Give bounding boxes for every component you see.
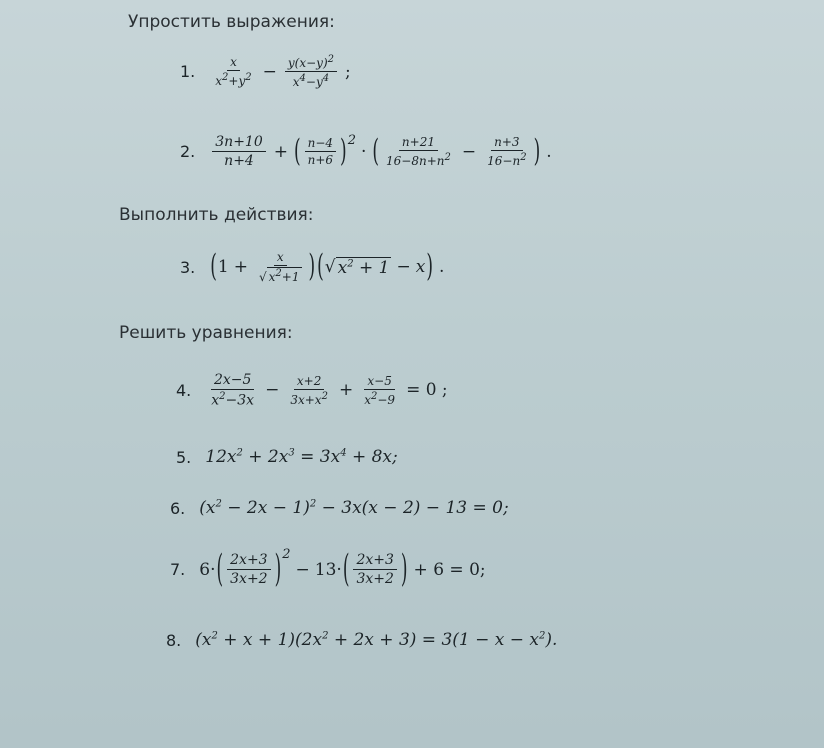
fraction: $\frac{y(x-y)^2}{x^4-y^4}$ bbox=[285, 54, 337, 89]
problem-number: 1. bbox=[180, 62, 196, 81]
problem-number: 7. bbox=[170, 560, 186, 579]
fraction: $\frac{n+21}{16-8n+n^2}$ bbox=[386, 135, 451, 168]
fraction: $\frac{x}{x^2+y^2}$ bbox=[215, 55, 252, 88]
problem-1: 1. $\frac{x}{x^2+y^2}$ − $\frac{y(x-y)^2}{x^4-y^4}$ ; bbox=[180, 54, 351, 89]
heading-solve: Решить уравнения: bbox=[119, 323, 293, 343]
problem-number: 6. bbox=[170, 498, 186, 518]
problem-number: 4. bbox=[176, 380, 192, 400]
problem-number: 3. bbox=[180, 257, 196, 277]
problem-number: 2. bbox=[180, 142, 196, 161]
fraction: $\frac{x+2}{3x+x^2}$ bbox=[290, 373, 328, 407]
problem-number: 5. bbox=[176, 447, 192, 467]
fraction: $\frac{n-4}{n+6}$ bbox=[305, 136, 336, 167]
problem-6: 6. $(x^2 - 2x - 1)^2 - 3x(x - 2) - 13 = 0$; bbox=[170, 498, 509, 518]
fraction: $\frac{2x+3}{3x+2}$ bbox=[353, 552, 396, 587]
problem-8: 8. $(x^2 + x + 1)(2x^2 + 2x + 3) = 3(1 - x - x^2)$. bbox=[166, 630, 558, 650]
problem-number: 8. bbox=[166, 630, 182, 650]
fraction: $\frac{2x+3}{3x+2}$ bbox=[227, 552, 270, 587]
problem-3: 3. ( 1 + $\frac{x}{√ x^2+1}$ ) ( √ $x^2 + 1$ − x ) . bbox=[180, 249, 445, 285]
fraction: $\frac{x-5}{x^2-9}$ bbox=[364, 373, 396, 407]
fraction: $\frac{x}{√ x^2+1}$ bbox=[258, 250, 300, 284]
problem-4: 4. $\frac{2x-5}{x^2-3x}$ − $\frac{x+2}{3x+x^2}$ + $\frac{x-5}{x^2-9}$ = 0 ; bbox=[176, 372, 448, 409]
problem-7: 7. 6· ( $\frac{2x+3}{3x+2}$ ) $^2$ − 13· ( $\frac{2x+3}{3x+2}$ ) + 6 = 0; bbox=[170, 547, 486, 592]
problem-2: 2. $\frac{3n+10}{n+4}$ + ( $\frac{n-4}{n+6}$ ) $^2$ · ( $\frac{n+21}{16-8n+n^2}$ − $\frac{n+3}{16-n^2}$ ) . bbox=[180, 133, 552, 170]
problem-5: 5. $12x^2 + 2x^3 = 3x^4 + 8x$; bbox=[176, 447, 398, 467]
heading-simplify: Упростить выражения: bbox=[128, 12, 335, 32]
fraction: $\frac{3n+10}{n+4}$ bbox=[212, 134, 265, 169]
fraction: $\frac{n+3}{16-n^2}$ bbox=[487, 135, 527, 168]
fraction: $\frac{2x-5}{x^2-3x}$ bbox=[211, 372, 255, 409]
heading-actions: Выполнить действия: bbox=[119, 205, 314, 225]
